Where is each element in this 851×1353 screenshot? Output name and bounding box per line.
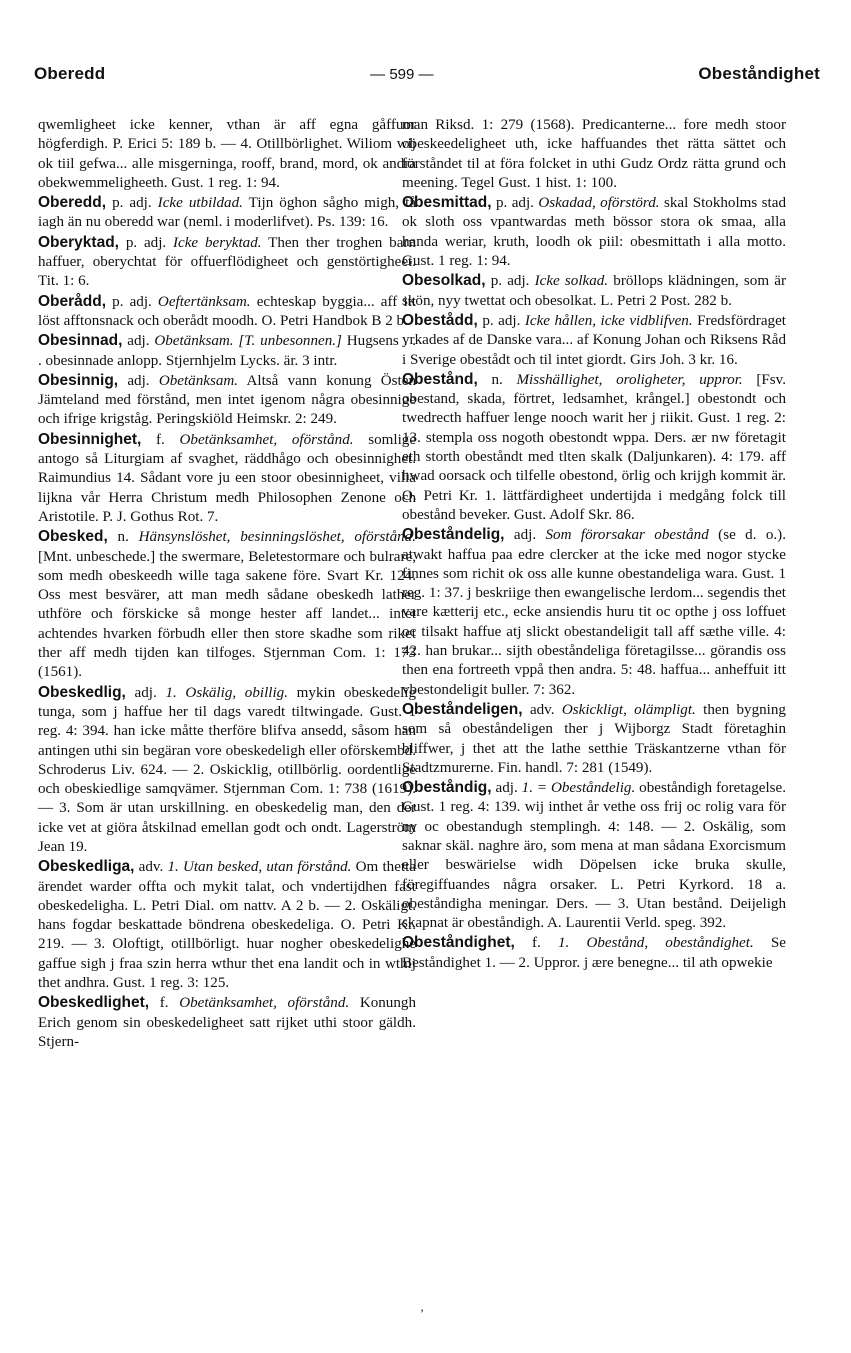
entry-obesked: Obesked, n. Hänsynslöshet, besinningslöshet, oförstånd. [Mnt. unbeschede.] the swermare, Beletestormare och bulrare, som medh obeskeedh wille taga sakene före. Svart Kr. 124. Oss mest besvärer, att man medh sådane obeskedh lather uthföre och förskicke så monge hester aff landet... intet achtendes hvarken förbudh eller then store skadhe som riket ther aff medh tijden kan tilfoges. Stjernman Com. 1: 173 (1561). <box>38 528 417 681</box>
entry-obesmittad: Obesmittad, p. adj. Oskadad, oförstörd. skal Stokholms stad ok sloth oss vpantwardas meth bössor stora ok smaa, alla handa weriar, kruth, loodh ok piil: obesmittath i alla motto. Gust. 1 reg. 1: 94. <box>402 194 786 270</box>
stray-ink-mark: ’ <box>420 1306 424 1320</box>
headword: Obeståndig, <box>402 779 492 797</box>
headword: Obestådd, <box>402 311 478 329</box>
entry-obestandighet: Obeståndighet, f. 1. Obestånd, obeståndighet. Se Beståndighet 1. — 2. Uppror. j ære benegne... til ath opwekie <box>402 934 786 971</box>
headword: Obeståndighet, <box>402 934 515 952</box>
entry-obesinnig: Obesinnig, adj. Obetänksam. Altså vann konung Östen Jämteland med förstånd, men intet igenom några obesinnige och ifrige krigståg. Peringskiöld Heimskr. 2: 249. <box>38 371 416 428</box>
headword: Obeskedlig, <box>38 683 126 701</box>
entry-obesinnad: Obesinnad, adj. Obetänksam. [T. unbesonnen.] Hugsens . . . obesinnade anlopp. Stjernhjelm Lycks. är. 3 intr. <box>38 332 416 369</box>
headword: Oberådd, <box>38 292 107 310</box>
headword: Obeståndelig, <box>402 526 505 544</box>
entry-obesinnighet: Obesinnighet, f. Obetänksamhet, oförstånd. somlige antogo så Liturgiam af svaghet, räddhågo och obesinnighet. Raimundius 14. Sådant vore ju een stoor obesinnigheet, vilia lijkna vår Herra Christum medh Philosophen Zenone och Aristotile. P. J. Gothus Rot. 7. <box>38 430 417 525</box>
headword: Oberyktad, <box>38 233 119 251</box>
entry-obeskedlig: Obeskedlig, adj. 1. Oskälig, obillig. mykin obeskedelig tunga, som j haffue her til dags varedt tiltwingade. Gust. 1 reg. 4: 394. han icke måtte therföre blifva ansedd, såsom han antingen uthi sin begäran vore obeskedeligh eller oförskembd. Schroderus Liv. 624. — 2. Oskicklig, otillbörlig. oordentlige och obeskiedlige samqvämer. Stjernman Com. 1: 738 (1619). — 3. Som är utan urskillning. en obeskedelig man, den der icke vet at giöra åtskilnad emellan godt och ondt. Lagerström Jean 19. <box>38 683 416 855</box>
right-column <box>402 116 786 973</box>
entry-obeskedlighet: Obeskedlighet, f. Obetänksamhet, oförstånd. Konungh Erich genom sin obeskedeligheet satt rijket uthi stoor gäldh. Stjern- <box>38 994 416 1050</box>
header-left-word: Oberedd <box>34 64 106 83</box>
header-right-word: Obeståndighet <box>698 64 820 83</box>
entry-continuation: man Riksd. 1: 279 (1568). Predicanterne... fore medh stoor obeskeedeligheet uth, icke haffuandes thet rätta sättet och förståndet til at föra folcket in uthi Gudz Ordz rätta grund och meening. Tegel Gust. 1 hist. 1: 100. <box>402 117 786 191</box>
headword: Obeståndeligen, <box>402 700 523 718</box>
left-column <box>38 116 416 1052</box>
headword: Obesmittad, <box>402 194 492 212</box>
entry-obeskedliga: Obeskedliga, adv. 1. Utan besked, utan förstånd. Om thetta ärendet warder offta och mykit talat, och vndertijdhen fast obeskedeligha. L. Petri Dial. om nattv. A 2 b. — 2. Oskäligt. hans fogdar beskattade böndrena obeskedeliga. O. Petri Kr. 219. — 3. Oloftigt, otillbörligt. huar nogher obeskedelighe gaffue sigh j fraa szin herra wthur thet ena landit och in wthij thet andhra. Gust. 1 reg. 3: 125. <box>38 858 416 992</box>
headword: Obeskedliga, <box>38 858 135 876</box>
entry-continuation: qwemligheet icke kenner, vthan är aff egna gåffuor högferdigh. P. Erici 5: 189 b. — 4. Otillbörlighet. Wiliom wij ok tiil gefwa... alle misgerninga, rooff, brand, mord, ok andra obekwemmeligheeth. Gust. 1 reg. 1: 94. <box>38 117 416 191</box>
entry-obestand: Obestånd, n. Misshällighet, oroligheter, uppror. [Fsv. obestand, skada, förtret, ledsamhet, krångel.] obestondt och twedrecth haffuer lenge nooch warit her j riikit. Gust. 1 reg. 2: 13. stempla oss nogoth obestondt wppa. Ders. ær nw företagit eth storth obeståndt med tlten skalk (Daljunkaren). 4: 179. aff hwad oorsack och tilfelle obestond, örlig och krijgh kommit är. O. Petri Kr. 1. lättfärdigheet undertijda i medgång folck till obestånd beveker. Gust. Adolf Skr. 86. <box>402 370 786 523</box>
headword: Obesinnad, <box>38 332 123 350</box>
running-header <box>34 64 820 92</box>
entry-oberadd: Oberådd, p. adj. Oeftertänksam. echteskap byggia... aff itt löst afftonsnack och oberådt moodh. O. Petri Handbok B 2 b. <box>38 292 416 329</box>
headword: Obeskedlighet, <box>38 994 150 1012</box>
headword: Obesinnighet, <box>38 430 142 448</box>
entry-obestandeligen: Obeståndeligen, adv. Oskickligt, olämpligt. then bygning som så obeståndeligen ther j Wijborgz Stadt företaghin bliffwer, j thet att the lathe setthie Träskantzerne vthan för Stadtzmurerne. Fin. handl. 7: 281 (1549). <box>402 700 786 776</box>
headword: Obestånd, <box>402 370 478 388</box>
headword: Oberedd, <box>38 194 107 212</box>
headword: Obesolkad, <box>402 272 486 290</box>
page-number: — 599 — <box>370 66 434 83</box>
entry-obesolkad: Obesolkad, p. adj. Icke solkad. bröllops klädningen, som är skön, nyy twettat och obesolkat. L. Petri 2 Post. 282 b. <box>402 272 786 309</box>
entry-obestadd: Obestådd, p. adj. Icke hållen, icke vidblifven. Fredsfördraget yrkades af de Danske vara... af Konung Johan och Riksens Råd i Sverige obestådt och til intet giordt. Girs Joh. 3 kr. 16. <box>402 311 786 368</box>
headword: Obesked, <box>38 528 108 546</box>
entry-oberedd: Oberedd, p. adj. Icke utbildad. Tijn öghon sågho migh, tå iagh än nu oberedd war (neml. i moderlifvet). Ps. 139: 16. <box>38 194 416 231</box>
entry-oberyktad: Oberyktad, p. adj. Icke beryktad. Then ther troghen barn haffuer, oberychtat för offuerflödigheet och genstörtigheet. Tit. 1: 6. <box>38 233 416 290</box>
entry-obestandelig: Obeståndelig, adj. Som förorsakar obestånd (se d. o.). atwakt haffua paa edre clercker at the icke med nogor stycke finnes som richit ok oss alle kunne obestandeliga wara. Gust. 1 reg. 1: 37. j beskriige then ewangelische lerdom... segendis thet vare kætterij etc., ecke ansiendis huru tit oc opthe j oss loffuet oc tilsakt haffue atj slickt obestandeligit tall aff sæthe ville. 4: 42. han brukar... sijth obeståndeliga företagilsse... görandis oss then ena fortreeth vppå then andra. 5: 48. haffua... anheffuit itt vbestondeligit buller. 7: 362. <box>402 526 786 698</box>
entry-obestandig: Obeståndig, adj. 1. = Obeståndelig. obeståndigh foretagelse. Gust. 1 reg. 4: 139. wij inthet år vethe oss frij oc rolig vara för ny oc obestandugh stemplingh. 4: 148. — 2. Oskälig, som saknar skäl. naghre äro, som mena at man sådana Exorcismum eller beswärielse widh Döpelsen icke bruka skulle, föregiffuandes några orsaker. L. Petri Kyrkord. 18 a. obeståndigha meningar. Ders. — 3. Utan bestånd. Deijeligh skapnat är obeståndigh. A. Laurentii Verld. speg. 392. <box>402 779 786 932</box>
headword: Obesinnig, <box>38 371 119 389</box>
